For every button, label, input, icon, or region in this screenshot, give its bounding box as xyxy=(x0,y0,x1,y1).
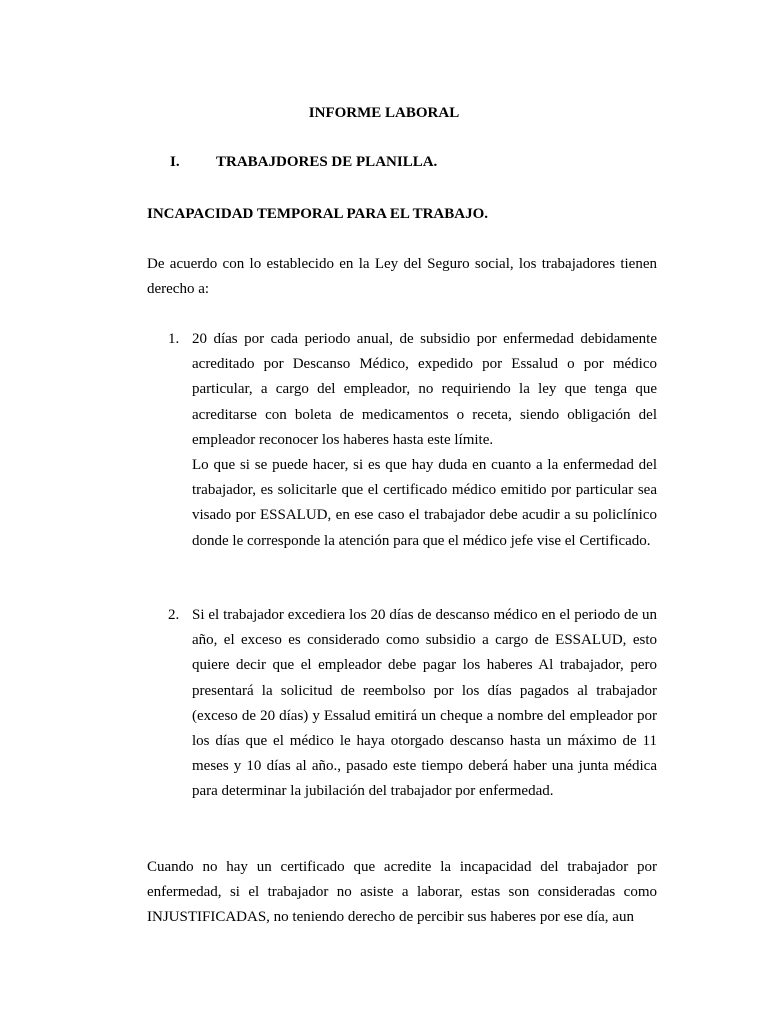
list-item-text: Si el trabajador excediera los 20 días de descanso médico en el periodo de un año, el exceso es considerado como subsidio a cargo de ESSALUD, esto quiere decir que el empleador debe pagar los haberes Al trabajador, pero presentará la solicitud de reembolso por los días pagados al trabajador (exceso de 20 días) y Essalud emitirá un cheque a nombre del empleador por los días que el médico le haya otorgado descanso hasta un máximo de 11 meses y 10 días al año., pasado este tiempo deberá haber una junta médica para determinar la jubilación del trabajador por enfermedad. xyxy=(192,607,657,800)
document-title: INFORME LABORAL xyxy=(308,105,460,121)
section-heading xyxy=(170,153,437,171)
numbered-list-item-2 xyxy=(147,603,657,805)
section-label: TRABAJDORES DE PLANILLA. xyxy=(216,154,438,170)
list-item-text: 20 días por cada periodo anual, de subsidio por enfermedad debidamente acreditado por Descanso Médico, expedido por Essalud o por médico particular, a cargo del empleador, no requiriendo la ley que tenga que acreditarse con boleta de medicamentos o receta, siendo obligación del empleador reconocer los haberes hasta este límite. xyxy=(192,331,657,448)
list-marker: 1. xyxy=(168,331,180,347)
list-marker: 2. xyxy=(168,607,180,623)
list-item-continuation: Lo que si se puede hacer, si es que hay duda en cuanto a la enfermedad del trabajador, es solicitarle que el certificado médico emitido por particular sea visado por ESSALUD, en ese caso el trabajador debe acudir a su policlínico donde le corresponde la atención para que el médico jefe vise el Certificado. xyxy=(192,457,657,549)
closing-paragraph: Cuando no hay un certificado que acredite la incapacidad del trabajador por enfermedad, si el trabajador no asiste a laborar, estas son consideradas como INJUSTIFICADAS, no teniendo derecho de percibir sus haberes por ese día, aun xyxy=(147,859,657,926)
section-number: I. xyxy=(170,154,180,170)
list-item xyxy=(147,603,657,805)
intro-paragraph: De acuerdo con lo establecido en la Ley del Seguro social, los trabajadores tienen derecho a: xyxy=(147,256,657,298)
list-item xyxy=(147,327,657,554)
numbered-list-item-1 xyxy=(147,327,657,554)
subheading: INCAPACIDAD TEMPORAL PARA EL TRABAJO. xyxy=(147,206,489,222)
